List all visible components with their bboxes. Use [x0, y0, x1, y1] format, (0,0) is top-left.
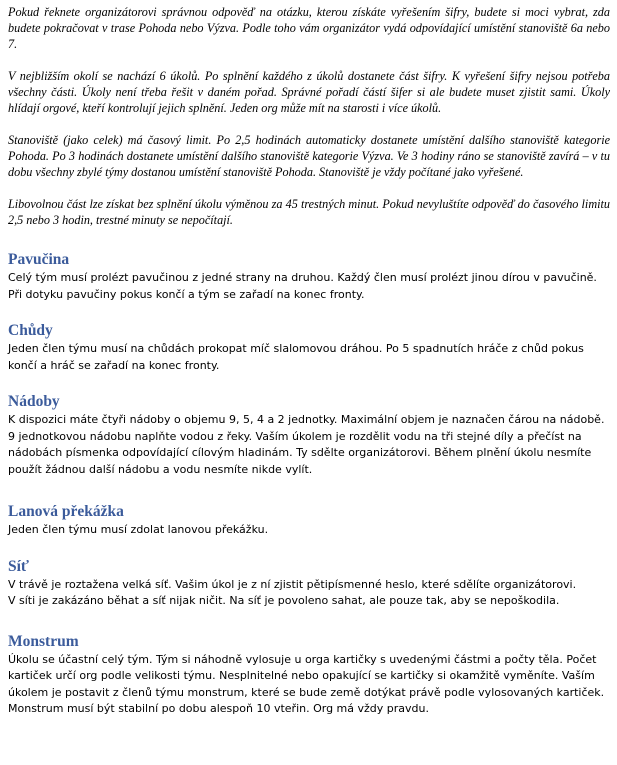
section-pavucina: [8, 250, 610, 303]
section-text: Jeden člen týmu musí zdolat lanovou překážku.: [8, 523, 269, 536]
intro-paragraph-2: V nejbližším okolí se nachází 6 úkolů. Po splnění každého z úkolů dostanete část šifry. K vyřešení šifry nejsou potřeba všechny části. Úkoly není třeba řešit v daném pořad. Správné pořadí částí šifer si ale budete muset zjistit sami. Úkoly hlídají orgové, kteří kontrolují jejich splnění. Jeden org může mít na starosti i více úkolů.: [8, 69, 610, 115]
section-sit: [8, 557, 610, 610]
section-lanova-prekazka: [8, 502, 610, 539]
section-text: V trávě je roztažena velká síť. Vašim úkol je z ní zjistit pětipísmenné heslo, které sdělíte organizátorovi.: [8, 577, 577, 591]
section-title: Síť: [8, 557, 30, 575]
section-chudy: [8, 321, 610, 374]
section-title: Nádoby: [8, 393, 60, 410]
section-text: Úkolu se účastní celý tým. Tým si náhodně vylosuje u orga kartičky s uvedenými částmi a počty těla. Počet kartiček určí org podle velikosti týmu. Nesplnitelné nebo opakující se kartičky si okamžitě vyměníte. Vaším úkolem je postavit z členů týmu monstrum, které se bude země dotýkat právě podle vylosovaných kartiček. Monstrum musí být stabilní po dobu alespoň 10 vteřin. Org má vždy pravdu.: [8, 652, 605, 715]
section-title: Pavučina: [8, 251, 70, 268]
document-page: [8, 4, 610, 736]
intro-paragraph-3: Stanoviště (jako celek) má časový limit. Po 2,5 hodinách automaticky dostanete umístění dalšího stanoviště kategorie Pohoda. Po 3 hodinách dostanete umístění dalšího stanoviště kategorie Výzva. Ve 3 hodiny ráno se stanoviště zavírá – v tu dobu všechny zbylé týmy dostanou umístění stanoviště Pohoda. Stanoviště je vždy počítané jako vyřešené.: [8, 133, 610, 179]
section-text: Celý tým musí prolézt pavučinou z jedné strany na druhou. Každý člen musí prolézt jinou dírou v pavučině. Při dotyku pavučiny pokus končí a tým se zařadí na konec fronty.: [8, 271, 597, 301]
section-nadoby: [8, 392, 610, 478]
section-title: Lanová překážka: [8, 503, 124, 520]
section-text: K dispozici máte čtyři nádoby o objemu 9, 5, 4 a 2 jednotky. Maximální objem je naznačen čárou na nádobě. 9 jednotkovou nádobu naplňte vodou z řeky. Vaším úkolem je rozdělit vodu na tři stejné díly a přečíst na nádobách písmenka odpovídající cílovým hladinám. Ty sdělte organizátorovi. Během plnění úkolu nesmíte použít žádnou další nádobu a vodu nesmíte nikde vylít.: [8, 413, 605, 476]
section-monstrum: [8, 632, 610, 718]
intro-paragraph-4: Libovolnou část lze získat bez splnění úkolu výměnou za 45 trestných minut. Pokud nevyluštíte odpověď do časového limitu 2,5 nebo 3 hodin, trestné minuty se nepočítají.: [8, 197, 610, 227]
section-title: Chůdy: [8, 322, 53, 339]
section-text: Jeden člen týmu musí na chůdách prokopat míč slalomovou dráhou. Po 5 spadnutích hráče z chůd pokus končí a hráč se zařadí na konec fronty.: [8, 342, 584, 372]
section-text: V síti je zakázáno běhat a síť nijak ničit. Na síť je povoleno sahat, ale pouze tak, aby se nepoškodila.: [8, 594, 560, 607]
section-title: Monstrum: [8, 632, 79, 650]
intro-paragraph-1: Pokud řeknete organizátorovi správnou odpověď na otázku, kterou získáte vyřešením šifry, budete si moci vybrat, zda budete pokračovat v trase Pohoda nebo Výzva. Podle toho vám organizátor vydá odpovídající umístění stanoviště 6a nebo 7.: [8, 5, 610, 51]
